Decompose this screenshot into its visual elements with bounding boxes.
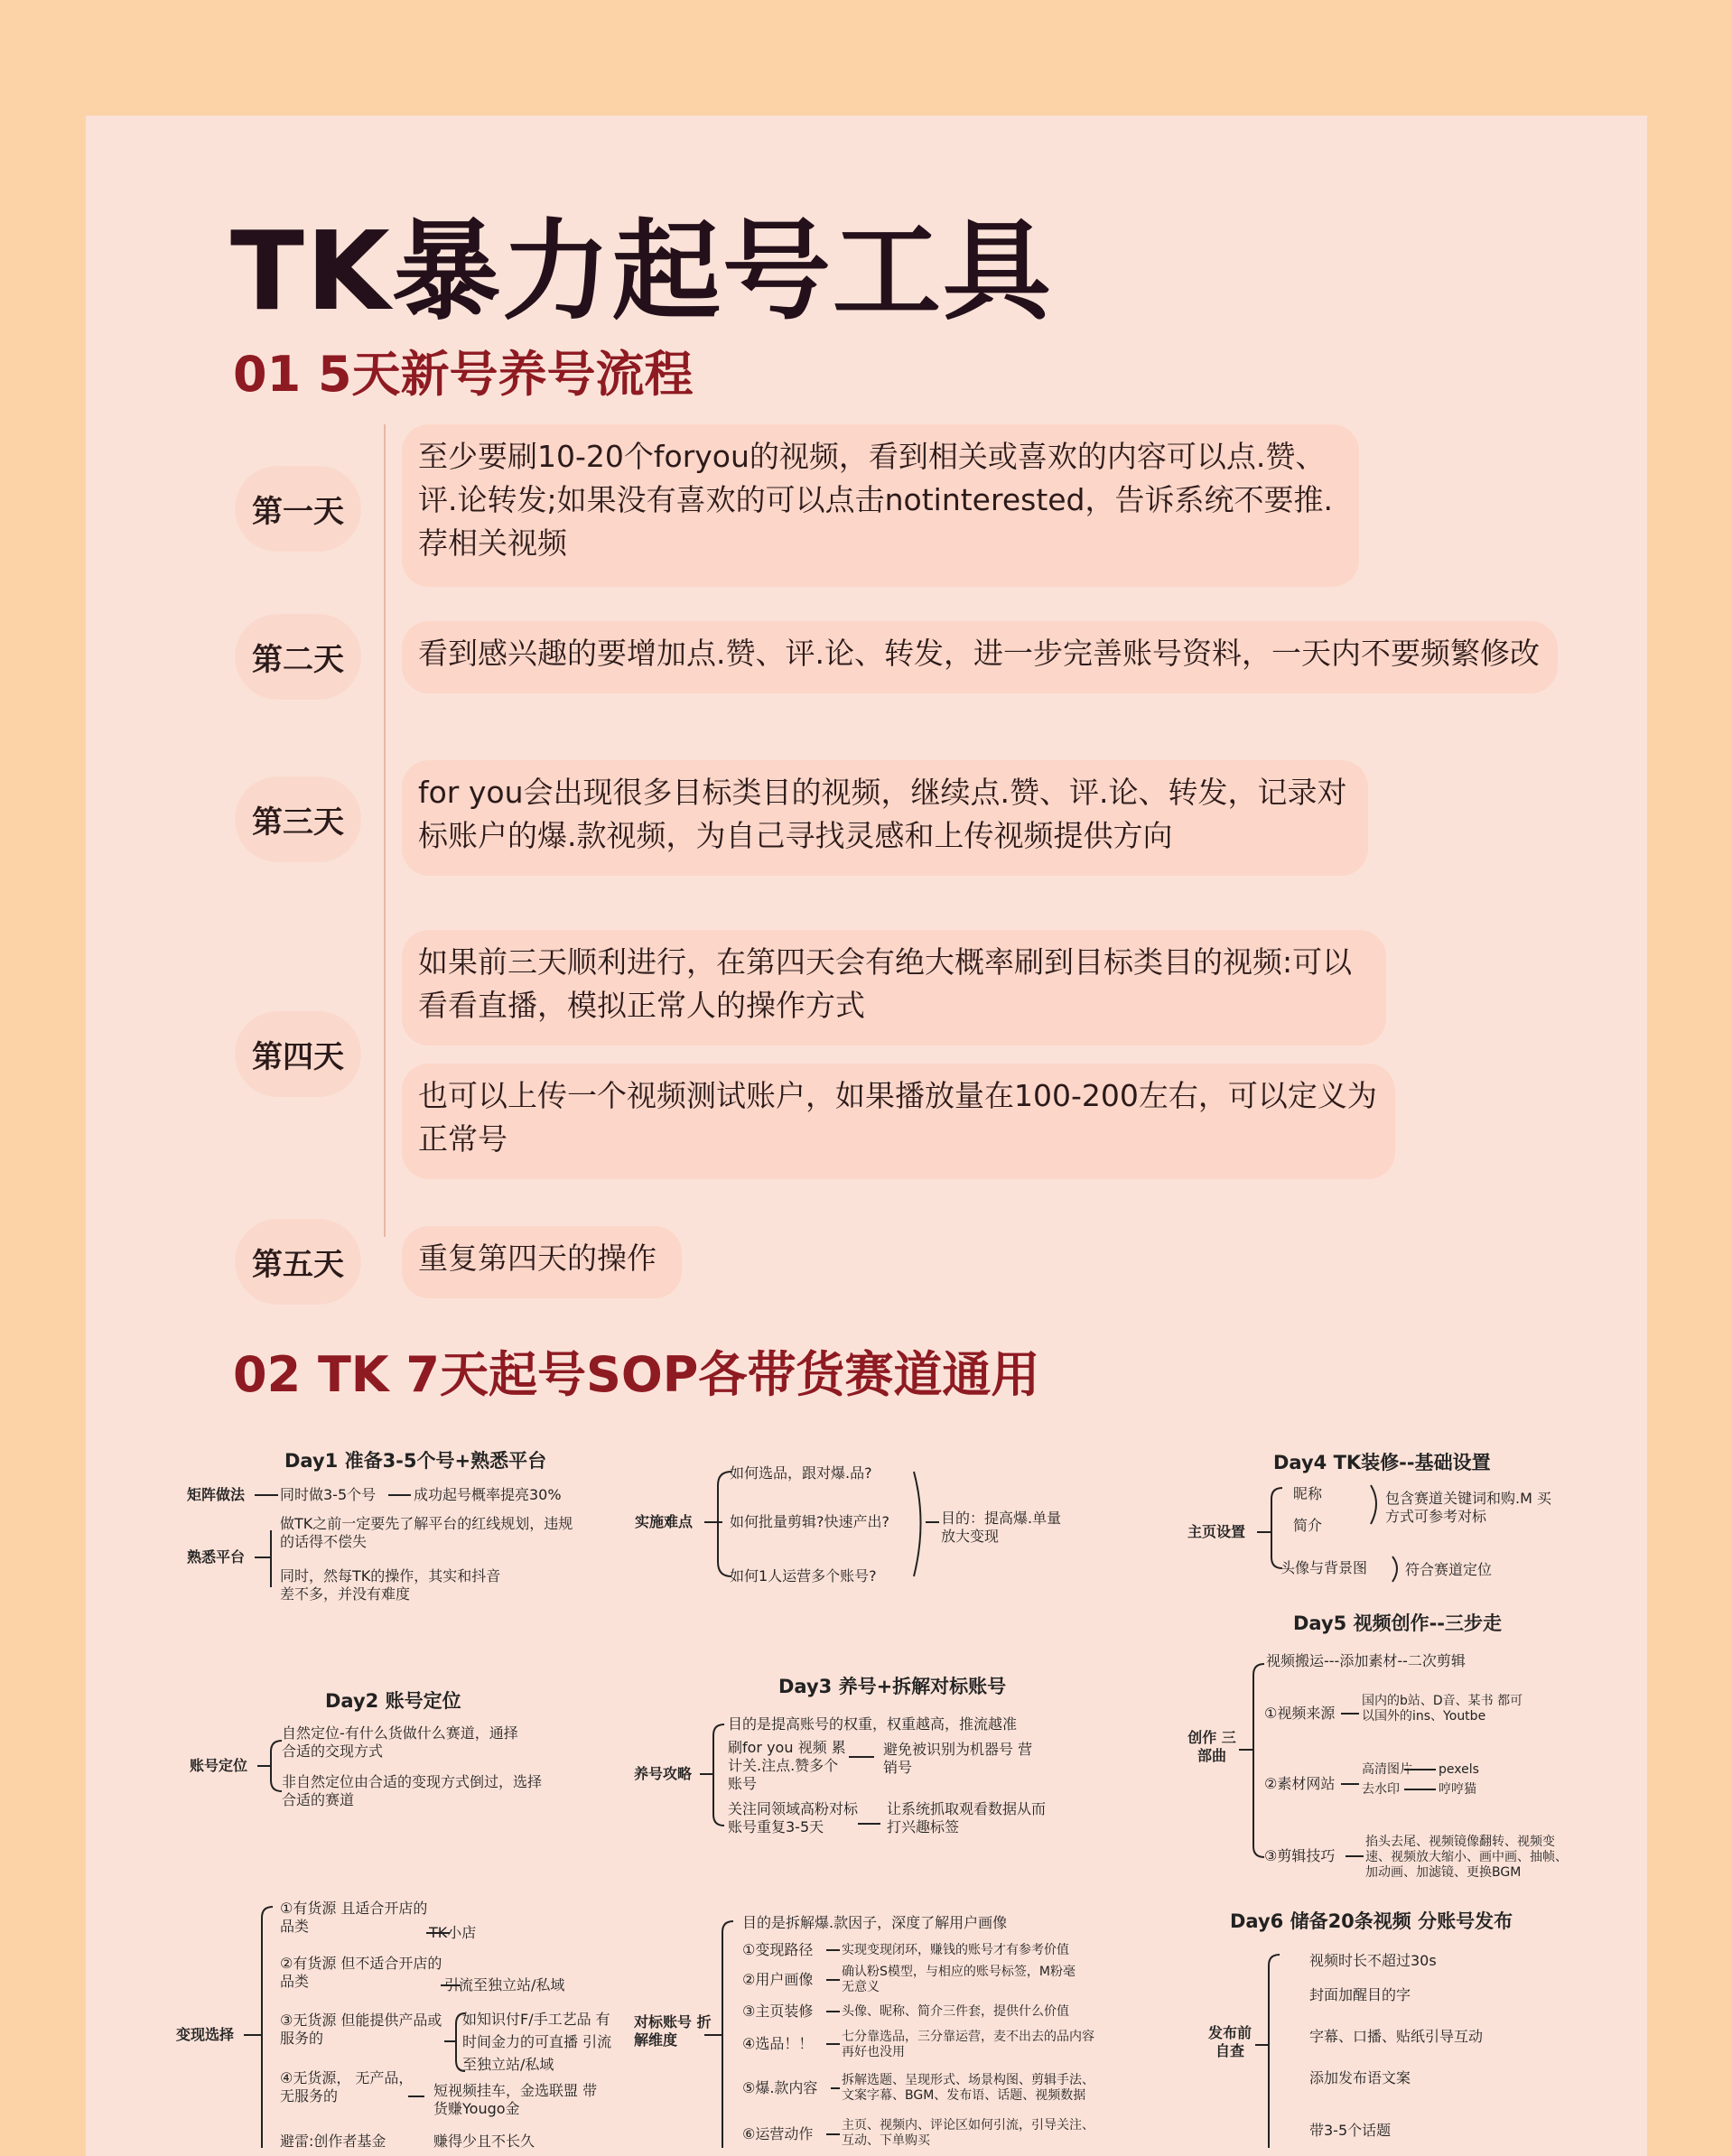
day1-platform-b: 同时，然每TK的操作，其实和抖音差不多，并没有难度 (280, 1567, 501, 1603)
day1-platform-a: 做TK之前一定要先了解平台的红线规划，违规的话得不偿失 (280, 1515, 573, 1550)
day4-item-2: 简介 (1293, 1517, 1323, 1534)
bianxian-i5a: 赚得少且不长久 (433, 2133, 535, 2150)
section1-heading: 01 5天新号养号流程 (233, 346, 694, 403)
day2-a: 自然定位-有什么货做什么赛道，通择合适的交现方式 (282, 1724, 518, 1760)
day2-title: Day2 账号定位 (325, 1690, 461, 1712)
day5-title: Day5 视频创作--三步走 (1293, 1612, 1502, 1634)
day4-text-a: 如果前三天顺利进行，在第四天会有绝大概率刷到目标类目的视频:可以看看直播，模拟正常人的操作方式 (402, 930, 1386, 1045)
duibiao-node: 对标账号 折解维度 (634, 2013, 712, 2049)
day1-text: 至少要刷10-20个foryou的视频，看到相关或喜欢的内容可以点.赞、评.论转发;如果没有喜欢的可以点击notinterested，告诉系统不要推.荐相关视频 (402, 424, 1359, 587)
duibiao-k4: ④选品！！ (742, 2035, 814, 2052)
day4-title: Day4 TK装修--基础设置 (1273, 1452, 1491, 1473)
bianxian-i2a: 引流至独立站/私域 (444, 1976, 565, 1993)
day5-b1: 高清图片 (1362, 1762, 1412, 1777)
day2-b: 非自然定位由合适的变现方式倒过，选择合适的赛道 (282, 1773, 543, 1808)
shishi-goal: 目的：提高爆.单量 放大变现 (941, 1510, 1062, 1545)
bianxian-i3a: 如知识付F/手工艺品 有时间金力的可直播 引流至独立站/私域 (462, 2011, 612, 2073)
bianxian-i5: 避雷:创作者基金 (280, 2133, 386, 2150)
day1-node-matrix: 矩阵做法 (187, 1486, 246, 1503)
day5-c: ③剪辑技巧 (1264, 1847, 1336, 1864)
day1-matrix-b: 成功起号概率提亮30% (414, 1486, 562, 1503)
duibiao-k3: ③主页装修 (742, 2003, 814, 2020)
shishi-node: 实施难点 (635, 1513, 694, 1530)
day6-item-3: 字幕、口播、贴纸引导互动 (1309, 2028, 1484, 2045)
duibiao-top: 目的是拆解爆.款因子，深度了解用户画像 (742, 1914, 1008, 1931)
day3-node: 养号攻略 (634, 1765, 693, 1782)
shishi-item-1: 如何选品，跟对爆.品? (730, 1464, 872, 1482)
shishi-item-3: 如何1人运营多个账号? (730, 1567, 877, 1584)
day1-title: Day1 准备3-5个号+熟悉平台 (284, 1450, 547, 1472)
duibiao-k5: ⑤爆.款内容 (742, 2079, 818, 2096)
day3-b1: 避免被识别为机器号 营销号 (883, 1741, 1033, 1776)
day1-label: 第一天 (235, 466, 361, 552)
day3-c: 关注同领域高粉对标账号重复3-5天 (728, 1800, 859, 1835)
day3-c1: 让系统抓取观看数据从而打兴趣标签 (887, 1800, 1047, 1835)
day3-a: 目的是提高账号的权重，权重越高，推流越准 (728, 1715, 1018, 1733)
day5-label: 第五天 (235, 1219, 361, 1305)
section2-heading: 02 TK 7天起号SOP各带货赛道通用 (233, 1346, 1040, 1403)
shishi-item-2: 如何批量剪辑?快速产出? (730, 1513, 889, 1530)
duibiao-k1: ①变现路径 (742, 1941, 814, 1958)
page-title: TK暴力起号工具 (230, 209, 1053, 335)
day5-b4: 哼哼猫 (1439, 1782, 1476, 1797)
day4-text-b: 也可以上传一个视频测试账户，如果播放量在100-200左右，可以定义为正常号 (402, 1064, 1395, 1179)
duibiao-v2: 确认粉S模型，与相应的账号标签，M粉毫无意义 (842, 1965, 1076, 1994)
day4-item-3: 头像与背景图 (1280, 1559, 1368, 1576)
duibiao-v1: 实现变现闭环，赚钱的账号才有参考价值 (842, 1943, 1069, 1957)
day4-item-1: 昵称 (1293, 1485, 1323, 1502)
day5-a1: 国内的b站、D音、某书 都可以国外的ins、Youtbe (1362, 1694, 1523, 1724)
day4-note-2: 符合赛道定位 (1405, 1561, 1493, 1578)
day3-b: 刷for you 视频 累计关.注点.赞多个账号 (728, 1739, 846, 1792)
day3-label: 第三天 (235, 776, 361, 862)
duibiao-v6: 主页、视频内、评论区如何引流，引导关注、互动、下单购买 (842, 2118, 1094, 2148)
day1-matrix-a: 同时做3-5个号 (280, 1486, 377, 1503)
bianxian-i1a: TK小店 (429, 1924, 477, 1941)
day6-item-4: 添加发布语文案 (1309, 2069, 1411, 2086)
day4-label: 第四天 (235, 1011, 361, 1097)
day5-a: ①视频来源 (1264, 1705, 1336, 1722)
day2-node: 账号定位 (190, 1757, 248, 1774)
day5-b: ②素材网站 (1264, 1775, 1336, 1792)
day6-node: 发布前 自查 (1207, 2024, 1252, 2059)
day4-note-1: 包含赛道关键词和购.M 买方式可参考对标 (1385, 1490, 1551, 1525)
day5-node: 创作 三部曲 (1187, 1729, 1236, 1764)
bianxian-i4a: 短视频挂车，金选联盟 带货赚Yougo金 (433, 2082, 598, 2117)
day1-node-platform: 熟悉平台 (187, 1548, 246, 1566)
day5-c1: 掐头去尾、视频镜像翻转、视频变速、视频放大缩小、画中画、抽帧、加动画、加滤镜、更换BGM (1365, 1835, 1568, 1880)
day6-title: Day6 储备20条视频 分账号发布 (1230, 1910, 1513, 1932)
day5-b2: 去水印 (1362, 1782, 1400, 1797)
day4-node: 主页设置 (1187, 1523, 1246, 1540)
day2-text: 看到感兴趣的要增加点.赞、评.论、转发，进一步完善账号资料，一天内不要频繁修改 (402, 621, 1558, 693)
duibiao-v4: 七分靠选品，三分靠运营，麦不出去的品内容再好也没用 (842, 2030, 1094, 2059)
bianxian-i2: ②有货源 但不适合开店的品类 (280, 1955, 442, 1990)
duibiao-v3: 头像、昵称、简介三件套，提供什么价值 (842, 2004, 1069, 2019)
bianxian-i1: ①有货源 且适合开店的品类 (280, 1900, 428, 1935)
duibiao-v5: 拆解选题、呈现形式、场景构图、剪辑手法、文案字幕、BGM、发布语、话题、视频数据 (842, 2073, 1094, 2103)
duibiao-k6: ⑥运营动作 (742, 2125, 814, 2142)
day6-item-5: 带3-5个话题 (1309, 2122, 1392, 2139)
day5-text: 重复第四天的操作 (402, 1226, 682, 1298)
day5-b3: pexels (1439, 1762, 1479, 1777)
day5-top: 视频搬运---添加素材--二次剪辑 (1266, 1652, 1466, 1669)
day3-text: for you会出现很多目标类目的视频，继续点.赞、评.论、转发，记录对标账户的爆.款视频，为自己寻找灵感和上传视频提供方向 (402, 760, 1368, 876)
day2-label: 第二天 (235, 614, 361, 700)
day6-item-1: 视频时长不超过30s (1309, 1952, 1437, 1969)
bianxian-i3: ③无货源 但能提供产品或服务的 (280, 2012, 442, 2047)
bianxian-i4: ④无货源， 无产品，无服务的 (280, 2069, 414, 2105)
bianxian-node: 变现选择 (176, 2026, 235, 2043)
day6-item-2: 封面加醒目的字 (1309, 1986, 1411, 2003)
duibiao-k2: ②用户画像 (742, 1971, 814, 1988)
day3-title: Day3 养号+拆解对标账号 (778, 1676, 1007, 1697)
